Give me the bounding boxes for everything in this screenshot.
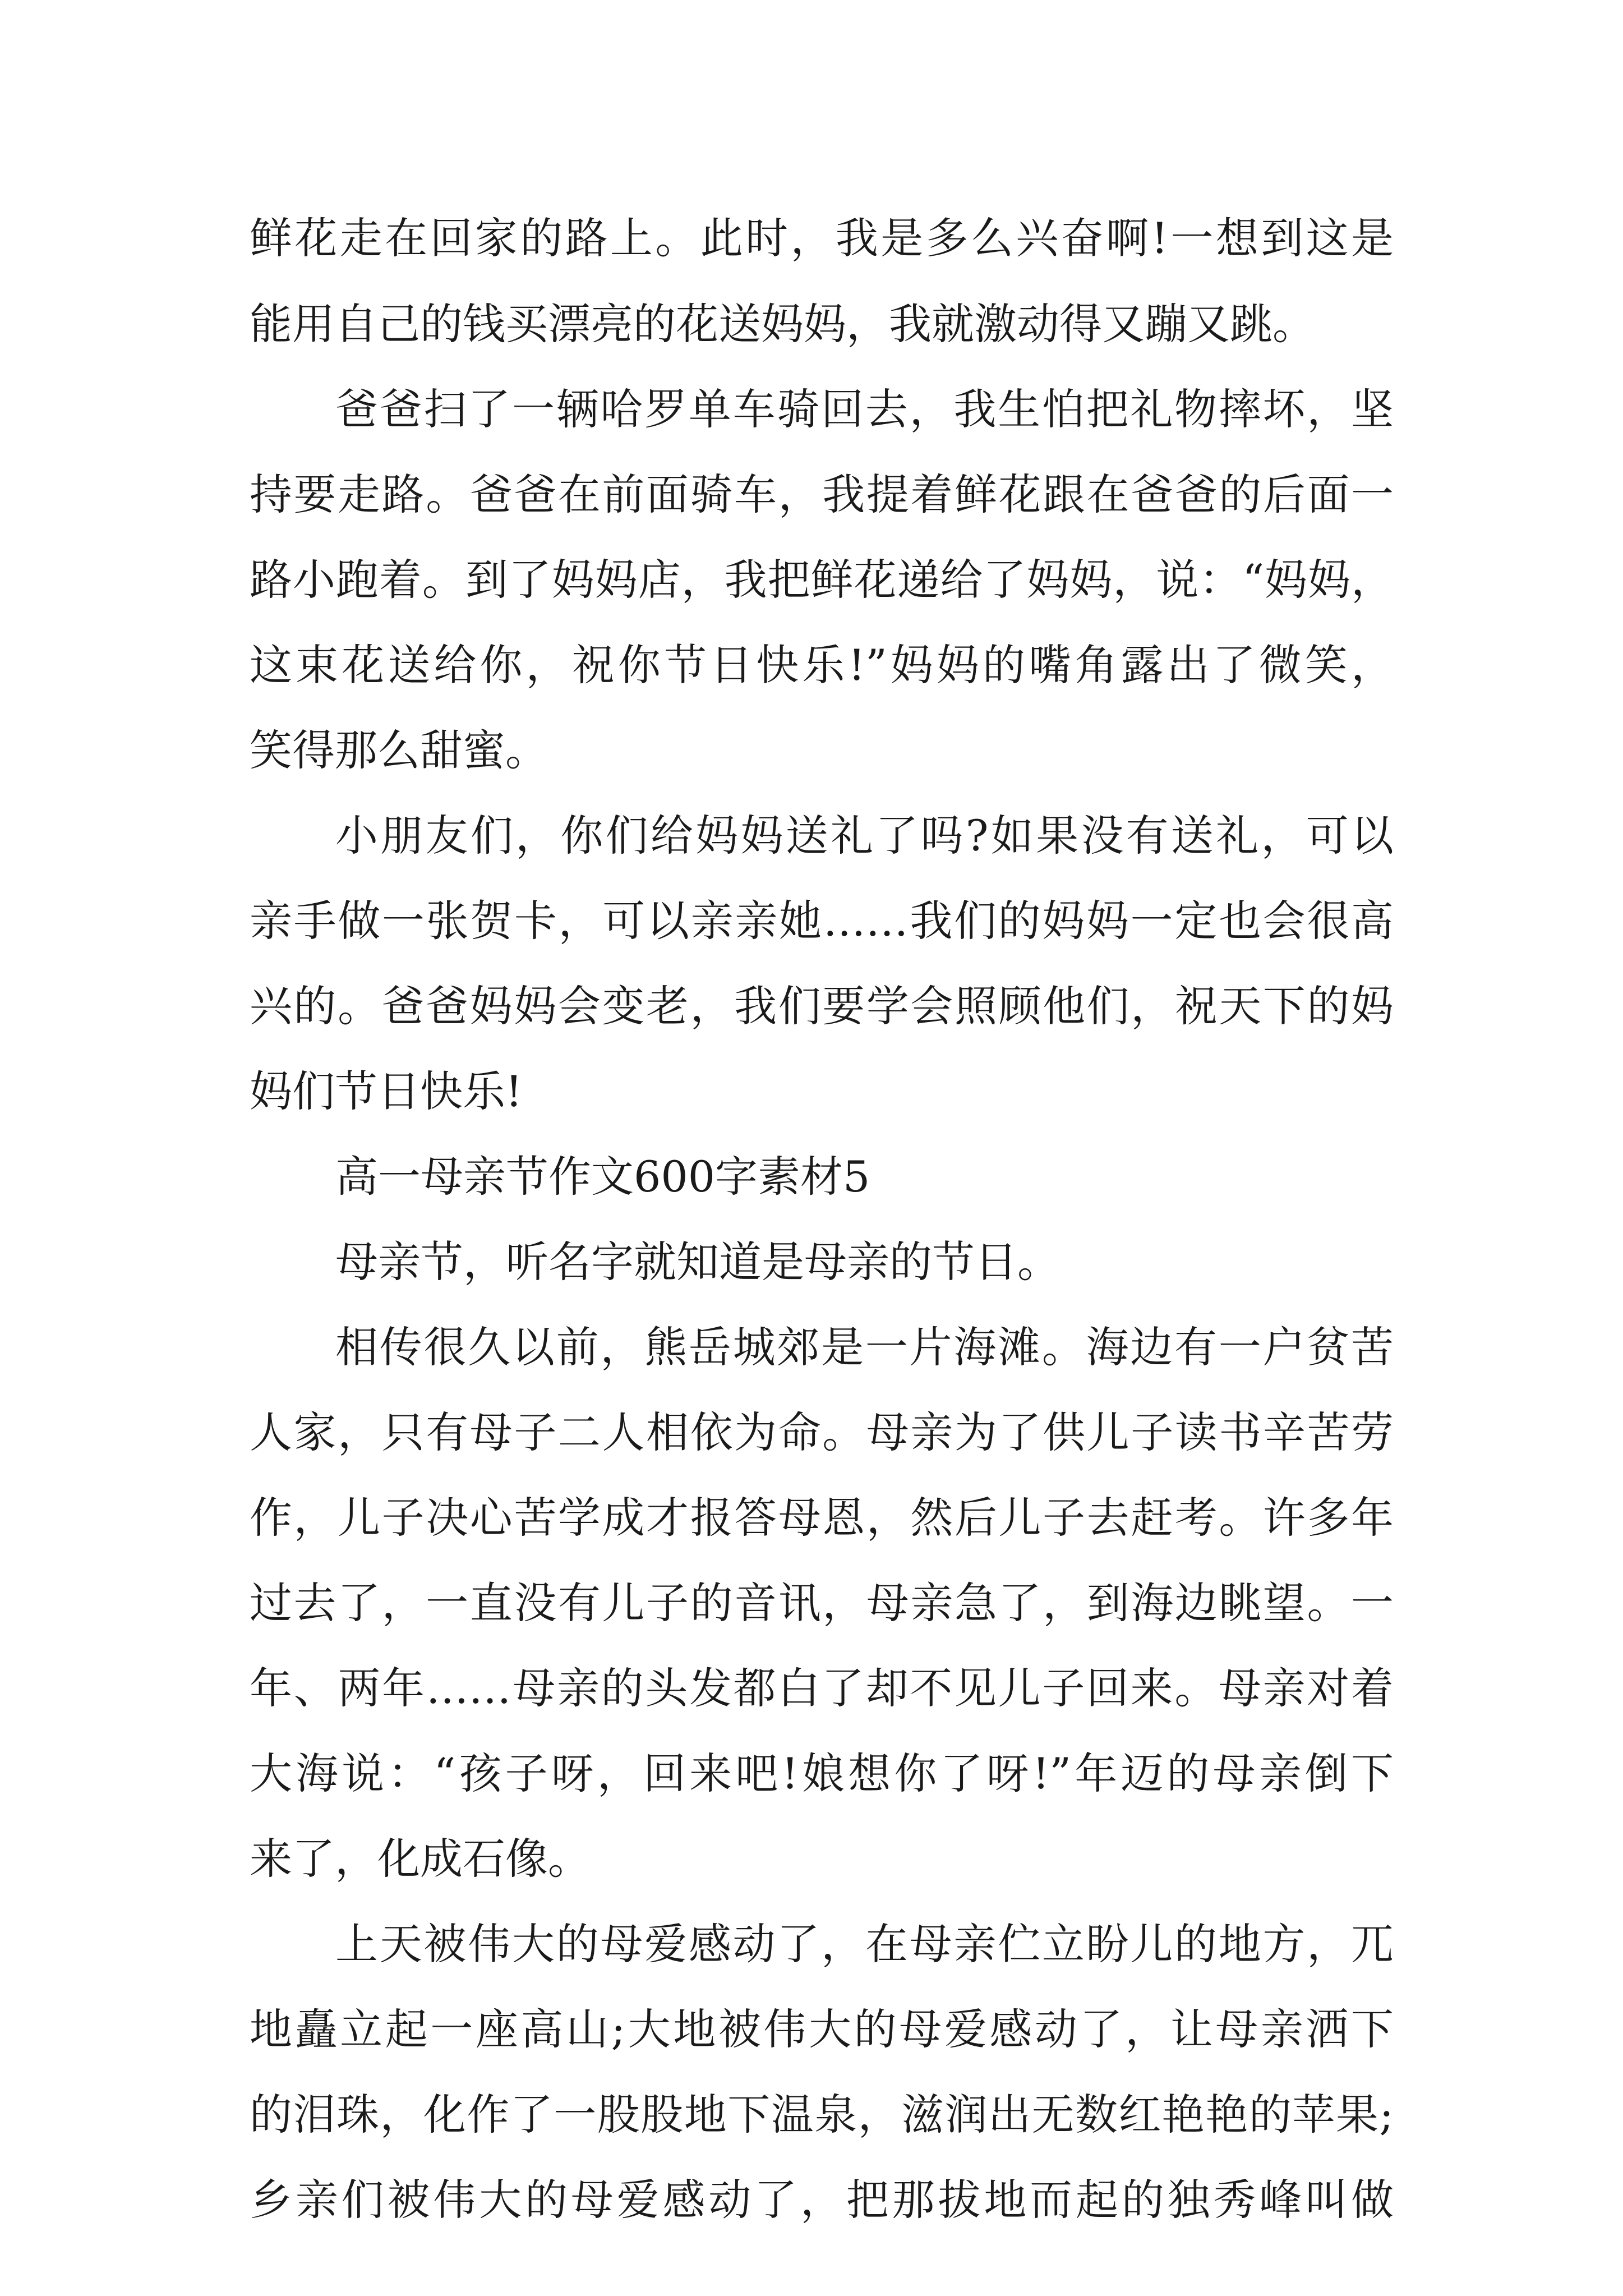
text-line: 乡亲们被伟大的母爱感动了，把那拔地而起的独秀峰叫做 <box>250 2175 1394 2225</box>
text-line: 笑得那么甜蜜。 <box>250 725 548 775</box>
text-line: 妈们节日快乐! <box>250 1066 523 1116</box>
section-heading: 高一母亲节作文600字素材5 <box>335 1152 870 1202</box>
text-line: 人家，只有母子二人相依为命。母亲为了供儿子读书辛苦劳 <box>250 1407 1394 1457</box>
text-line: 路小跑着。到了妈妈店，我把鲜花递给了妈妈，说：“妈妈， <box>250 555 1394 605</box>
text-line: 来了，化成石像。 <box>250 1834 591 1884</box>
text-line: 作，儿子决心苦学成才报答母恩，然后儿子去赶考。许多年 <box>250 1493 1394 1543</box>
text-line: 兴的。爸爸妈妈会变老，我们要学会照顾他们，祝天下的妈 <box>250 981 1394 1031</box>
text-line: 鲜花走在回家的路上。此时，我是多么兴奋啊!一想到这是 <box>250 213 1394 263</box>
text-line: 这束花送给你，祝你节日快乐!”妈妈的嘴角露出了微笑， <box>250 640 1394 690</box>
paragraph-start-line: 上天被伟大的母爱感动了，在母亲伫立盼儿的地方，兀 <box>335 1919 1394 1969</box>
paragraph-start-line: 爸爸扫了一辆哈罗单车骑回去，我生怕把礼物摔坏，坚 <box>335 384 1394 434</box>
paragraph-start-line: 母亲节，听名字就知道是母亲的节日。 <box>335 1237 1060 1287</box>
text-line: 地矗立起一座高山;大地被伟大的母爱感动了，让母亲洒下 <box>250 2004 1394 2054</box>
text-line: 年、两年……母亲的头发都白了却不见儿子回来。母亲对着 <box>250 1663 1394 1713</box>
paragraph-start-line: 小朋友们，你们给妈妈送礼了吗?如果没有送礼，可以 <box>335 811 1394 861</box>
paragraph-start-line: 相传很久以前，熊岳城郊是一片海滩。海边有一户贫苦 <box>335 1322 1394 1372</box>
text-line: 大海说：“孩子呀，回来吧!娘想你了呀!”年迈的母亲倒下 <box>250 1749 1394 1798</box>
text-line: 的泪珠，化作了一股股地下温泉，滋润出无数红艳艳的苹果; <box>250 2090 1394 2139</box>
text-line: 过去了，一直没有儿子的音讯，母亲急了，到海边眺望。一 <box>250 1578 1394 1628</box>
text-line: 能用自己的钱买漂亮的花送妈妈，我就激动得又蹦又跳。 <box>250 299 1315 349</box>
text-line: 持要走路。爸爸在前面骑车，我提着鲜花跟在爸爸的后面一 <box>250 470 1394 519</box>
text-line: 亲手做一张贺卡，可以亲亲她……我们的妈妈一定也会很高 <box>250 896 1394 946</box>
